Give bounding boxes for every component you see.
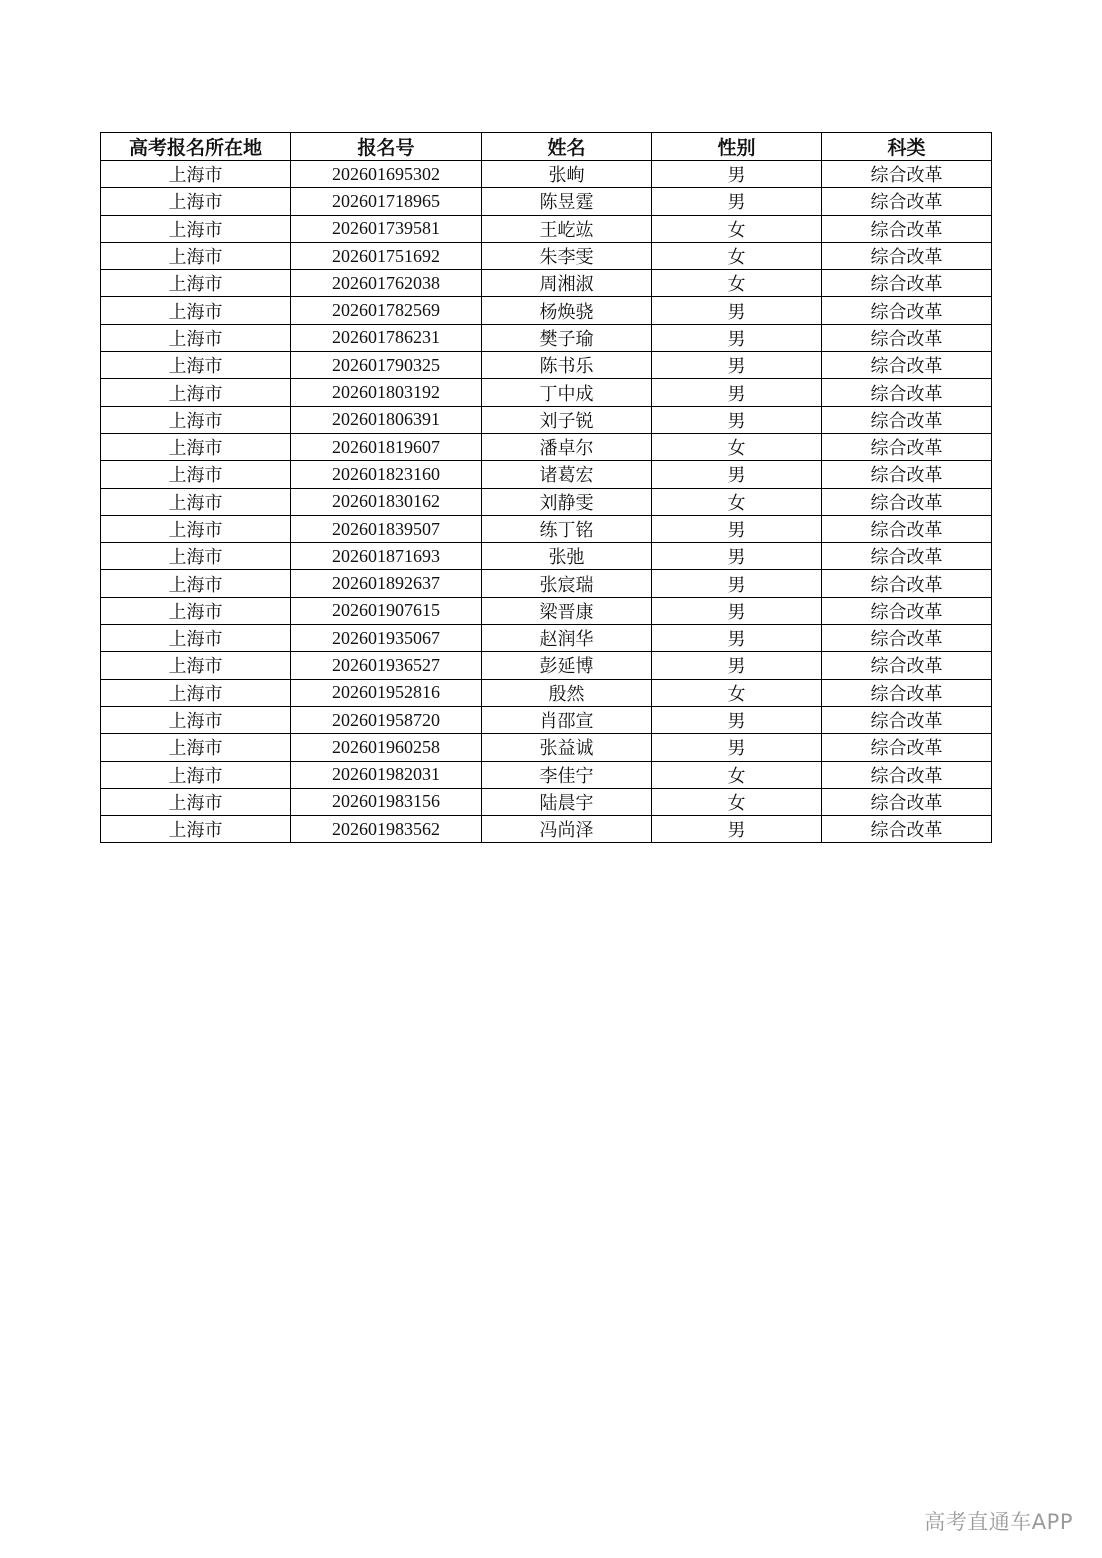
cell-subject-category: 综合改革: [822, 734, 992, 761]
cell-gender: 男: [652, 706, 822, 733]
cell-gender: 女: [652, 433, 822, 460]
cell-subject-category: 综合改革: [822, 297, 992, 324]
cell-subject-category: 综合改革: [822, 625, 992, 652]
cell-subject-category: 综合改革: [822, 406, 992, 433]
cell-name: 冯尚泽: [482, 816, 652, 843]
cell-location: 上海市: [101, 652, 291, 679]
table-row: [101, 270, 992, 297]
cell-registration-number: 202601892637: [291, 570, 482, 597]
cell-location: 上海市: [101, 324, 291, 351]
cell-location: 上海市: [101, 242, 291, 269]
cell-registration-number: 202601982031: [291, 761, 482, 788]
table-row: [101, 788, 992, 815]
table-row: [101, 761, 992, 788]
cell-location: 上海市: [101, 215, 291, 242]
cell-name: 陈书乐: [482, 352, 652, 379]
cell-subject-category: 综合改革: [822, 761, 992, 788]
cell-gender: 男: [652, 625, 822, 652]
cell-location: 上海市: [101, 297, 291, 324]
cell-location: 上海市: [101, 352, 291, 379]
cell-registration-number: 202601751692: [291, 242, 482, 269]
cell-location: 上海市: [101, 161, 291, 188]
cell-location: 上海市: [101, 761, 291, 788]
cell-gender: 男: [652, 597, 822, 624]
cell-registration-number: 202601782569: [291, 297, 482, 324]
cell-location: 上海市: [101, 188, 291, 215]
cell-gender: 女: [652, 488, 822, 515]
cell-gender: 男: [652, 570, 822, 597]
cell-location: 上海市: [101, 625, 291, 652]
cell-gender: 男: [652, 352, 822, 379]
cell-location: 上海市: [101, 379, 291, 406]
cell-registration-number: 202601871693: [291, 543, 482, 570]
cell-registration-number: 202601718965: [291, 188, 482, 215]
table-row: [101, 543, 992, 570]
header-registration-location: 高考报名所在地: [101, 133, 291, 161]
table-row: [101, 242, 992, 269]
cell-name: 王屹竑: [482, 215, 652, 242]
cell-registration-number: 202601819607: [291, 433, 482, 460]
cell-subject-category: 综合改革: [822, 679, 992, 706]
cell-location: 上海市: [101, 597, 291, 624]
cell-registration-number: 202601839507: [291, 515, 482, 542]
cell-subject-category: 综合改革: [822, 270, 992, 297]
table-row: [101, 215, 992, 242]
cell-registration-number: 202601983562: [291, 816, 482, 843]
cell-location: 上海市: [101, 433, 291, 460]
cell-gender: 男: [652, 543, 822, 570]
cell-gender: 男: [652, 816, 822, 843]
table-row: [101, 433, 992, 460]
cell-subject-category: 综合改革: [822, 188, 992, 215]
cell-name: 梁晋康: [482, 597, 652, 624]
cell-subject-category: 综合改革: [822, 324, 992, 351]
cell-registration-number: 202601739581: [291, 215, 482, 242]
cell-name: 樊子瑜: [482, 324, 652, 351]
cell-subject-category: 综合改革: [822, 652, 992, 679]
table-row: [101, 161, 992, 188]
cell-registration-number: 202601983156: [291, 788, 482, 815]
header-gender: 性别: [652, 133, 822, 161]
cell-registration-number: 202601806391: [291, 406, 482, 433]
cell-gender: 女: [652, 242, 822, 269]
cell-name: 刘子锐: [482, 406, 652, 433]
cell-name: 陈昱霆: [482, 188, 652, 215]
cell-subject-category: 综合改革: [822, 706, 992, 733]
cell-location: 上海市: [101, 734, 291, 761]
cell-name: 丁中成: [482, 379, 652, 406]
cell-gender: 女: [652, 761, 822, 788]
cell-location: 上海市: [101, 788, 291, 815]
cell-location: 上海市: [101, 679, 291, 706]
cell-registration-number: 202601823160: [291, 461, 482, 488]
cell-subject-category: 综合改革: [822, 515, 992, 542]
cell-location: 上海市: [101, 706, 291, 733]
table-row: [101, 488, 992, 515]
cell-registration-number: 202601790325: [291, 352, 482, 379]
cell-registration-number: 202601935067: [291, 625, 482, 652]
table-row: [101, 734, 992, 761]
cell-name: 张宸瑞: [482, 570, 652, 597]
cell-gender: 男: [652, 461, 822, 488]
table-row: [101, 461, 992, 488]
table-row: [101, 816, 992, 843]
table-row: [101, 324, 992, 351]
cell-registration-number: 202601803192: [291, 379, 482, 406]
cell-subject-category: 综合改革: [822, 461, 992, 488]
cell-gender: 男: [652, 734, 822, 761]
cell-location: 上海市: [101, 406, 291, 433]
cell-subject-category: 综合改革: [822, 543, 992, 570]
cell-name: 肖邵宣: [482, 706, 652, 733]
cell-name: 周湘淑: [482, 270, 652, 297]
cell-subject-category: 综合改革: [822, 788, 992, 815]
cell-registration-number: 202601936527: [291, 652, 482, 679]
cell-name: 李佳宁: [482, 761, 652, 788]
table-row: [101, 188, 992, 215]
cell-location: 上海市: [101, 488, 291, 515]
header-subject-category: 科类: [822, 133, 992, 161]
table-row: [101, 706, 992, 733]
cell-registration-number: 202601786231: [291, 324, 482, 351]
cell-name: 潘卓尔: [482, 433, 652, 460]
cell-gender: 男: [652, 188, 822, 215]
cell-name: 张益诚: [482, 734, 652, 761]
cell-registration-number: 202601695302: [291, 161, 482, 188]
table-row: [101, 652, 992, 679]
cell-subject-category: 综合改革: [822, 816, 992, 843]
admission-roster-table: [100, 132, 992, 843]
cell-name: 彭延博: [482, 652, 652, 679]
cell-name: 张峋: [482, 161, 652, 188]
cell-name: 诸葛宏: [482, 461, 652, 488]
cell-registration-number: 202601952816: [291, 679, 482, 706]
cell-registration-number: 202601762038: [291, 270, 482, 297]
header-name: 姓名: [482, 133, 652, 161]
table-row: [101, 679, 992, 706]
table-header: [101, 133, 992, 161]
cell-gender: 女: [652, 270, 822, 297]
table-row: [101, 297, 992, 324]
cell-subject-category: 综合改革: [822, 488, 992, 515]
cell-gender: 男: [652, 324, 822, 351]
cell-gender: 男: [652, 515, 822, 542]
cell-name: 朱李雯: [482, 242, 652, 269]
cell-subject-category: 综合改革: [822, 242, 992, 269]
cell-gender: 女: [652, 679, 822, 706]
cell-location: 上海市: [101, 515, 291, 542]
cell-location: 上海市: [101, 270, 291, 297]
cell-subject-category: 综合改革: [822, 570, 992, 597]
cell-subject-category: 综合改革: [822, 597, 992, 624]
table-row: [101, 570, 992, 597]
cell-subject-category: 综合改革: [822, 215, 992, 242]
cell-gender: 男: [652, 406, 822, 433]
cell-gender: 女: [652, 215, 822, 242]
cell-subject-category: 综合改革: [822, 433, 992, 460]
cell-name: 练丁铭: [482, 515, 652, 542]
cell-name: 陆晨宇: [482, 788, 652, 815]
header-row: [101, 133, 992, 161]
table-row: [101, 406, 992, 433]
cell-registration-number: 202601907615: [291, 597, 482, 624]
cell-location: 上海市: [101, 570, 291, 597]
cell-location: 上海市: [101, 461, 291, 488]
table-row: [101, 352, 992, 379]
cell-subject-category: 综合改革: [822, 352, 992, 379]
table-row: [101, 515, 992, 542]
cell-registration-number: 202601958720: [291, 706, 482, 733]
cell-name: 张弛: [482, 543, 652, 570]
cell-name: 杨焕骁: [482, 297, 652, 324]
table-row: [101, 625, 992, 652]
cell-gender: 男: [652, 379, 822, 406]
cell-subject-category: 综合改革: [822, 161, 992, 188]
table-row: [101, 379, 992, 406]
cell-location: 上海市: [101, 816, 291, 843]
cell-name: 赵润华: [482, 625, 652, 652]
cell-gender: 男: [652, 297, 822, 324]
watermark-text: 高考直通车APP: [924, 1510, 1073, 1534]
cell-location: 上海市: [101, 543, 291, 570]
cell-gender: 男: [652, 652, 822, 679]
header-registration-number: 报名号: [291, 133, 482, 161]
cell-registration-number: 202601960258: [291, 734, 482, 761]
cell-gender: 男: [652, 161, 822, 188]
cell-subject-category: 综合改革: [822, 379, 992, 406]
cell-name: 刘静雯: [482, 488, 652, 515]
cell-gender: 女: [652, 788, 822, 815]
cell-name: 殷然: [482, 679, 652, 706]
cell-registration-number: 202601830162: [291, 488, 482, 515]
table-row: [101, 597, 992, 624]
table-body: [101, 161, 992, 843]
